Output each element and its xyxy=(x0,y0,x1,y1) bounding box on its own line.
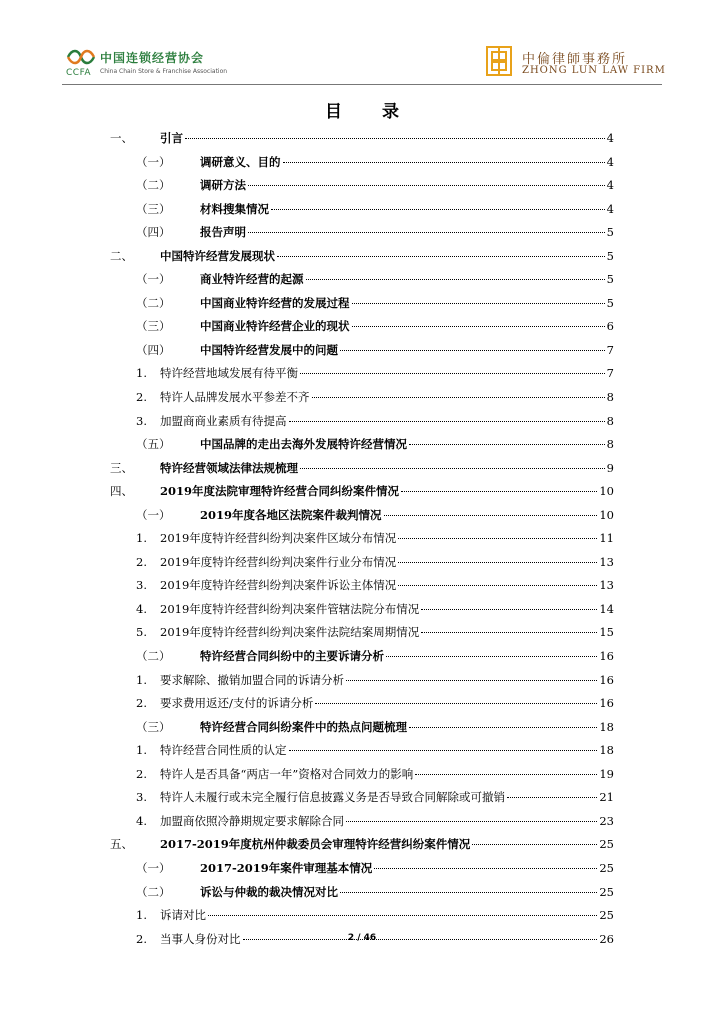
toc-entry-line xyxy=(160,386,614,410)
toc-entry-line xyxy=(160,669,614,693)
toc-dot-leader xyxy=(185,137,605,139)
toc-entry-number: 2. xyxy=(136,390,147,405)
toc-entry-title: 诉请对比 xyxy=(160,908,206,923)
toc-entry-number: （四） xyxy=(136,342,171,357)
toc-entry-number: （一） xyxy=(136,507,171,522)
toc-entry-line xyxy=(200,645,614,669)
toc-entry-title: 中国特许经营发展现状 xyxy=(160,248,275,263)
toc-entry-number: 3. xyxy=(136,578,147,593)
toc-entry-number: （一） xyxy=(136,272,171,287)
toc-entry-number: （二） xyxy=(136,295,171,310)
toc-dot-leader xyxy=(306,278,605,280)
toc-dot-leader xyxy=(409,726,597,728)
toc-entry-number: （三） xyxy=(136,319,171,334)
toc-entry-line xyxy=(160,692,614,716)
toc-entry-title: 报告声明 xyxy=(200,225,246,240)
toc-entry-line xyxy=(200,151,614,175)
ccfa-name-cn: 中国连锁经营协会 xyxy=(100,51,205,65)
toc-entry-page: 4 xyxy=(606,201,614,216)
toc-entry[interactable] xyxy=(110,433,614,457)
toc-entry[interactable] xyxy=(110,174,614,198)
toc-entry[interactable] xyxy=(110,881,614,905)
toc-entry-title: 加盟商商业素质有待提高 xyxy=(160,413,287,428)
toc-entry[interactable] xyxy=(110,833,614,857)
toc-entry[interactable] xyxy=(110,410,614,434)
toc-entry-number: 2. xyxy=(136,766,147,781)
toc-entry-page: 19 xyxy=(599,766,614,781)
toc-entry-page: 18 xyxy=(599,719,614,734)
toc-dot-leader xyxy=(277,255,605,257)
toc-dot-leader xyxy=(415,773,597,775)
toc-entry[interactable] xyxy=(110,127,614,151)
toc-entry-number: 1. xyxy=(136,672,147,687)
toc-dot-leader xyxy=(346,679,597,681)
toc-entry-number: 3. xyxy=(136,790,147,805)
toc-entry-page: 25 xyxy=(599,837,614,852)
toc-entry-title: 2017-2019年案件审理基本情况 xyxy=(200,860,373,875)
toc-dot-leader xyxy=(398,584,597,586)
toc-entry[interactable] xyxy=(110,198,614,222)
toc-entry-title: 加盟商依照冷静期规定要求解除合同 xyxy=(160,813,344,828)
toc-entry-line xyxy=(160,739,614,763)
toc-entry-number: 2. xyxy=(136,696,147,711)
toc-entry-line xyxy=(160,833,614,857)
toc-dot-leader xyxy=(283,161,605,163)
toc-entry-title: 引言 xyxy=(160,131,183,145)
toc-entry[interactable] xyxy=(110,362,614,386)
toc-entry-title: 特许经营合同性质的认定 xyxy=(160,743,287,758)
toc-entry-title: 特许经营合同纠纷中的主要诉请分析 xyxy=(200,649,384,664)
toc-entry-number: 4. xyxy=(136,601,147,616)
toc-entry[interactable] xyxy=(110,551,614,575)
toc-entry-number: （三） xyxy=(136,201,171,216)
toc-dot-leader xyxy=(346,820,597,822)
toc-dot-leader xyxy=(409,443,605,445)
toc-entry-title: 中国商业特许经营的发展过程 xyxy=(200,295,350,310)
zhonglun-name-cn: 中倫律師事務所 xyxy=(522,52,628,67)
page-header xyxy=(0,0,724,90)
toc-entry[interactable] xyxy=(110,221,614,245)
toc-entry-line xyxy=(200,292,614,316)
toc-entry-title: 调研意义、目的 xyxy=(200,154,281,169)
toc-dot-leader xyxy=(300,467,605,469)
toc-dot-leader xyxy=(374,867,597,869)
toc-entry-line xyxy=(160,621,614,645)
toc-title: 目录 xyxy=(325,102,439,122)
toc-entry-number: （一） xyxy=(136,860,171,875)
table-of-contents xyxy=(110,127,614,951)
toc-entry-title: 材料搜集情况 xyxy=(200,201,269,216)
toc-entry-page: 7 xyxy=(606,366,614,381)
toc-entry-number: （三） xyxy=(136,719,171,734)
toc-entry-number: （二） xyxy=(136,884,171,899)
toc-entry-page: 16 xyxy=(599,649,614,664)
toc-entry-number: （五） xyxy=(136,437,171,452)
toc-entry-number: （二） xyxy=(136,649,171,664)
ccfa-logo xyxy=(66,46,246,80)
toc-entry[interactable] xyxy=(110,786,614,810)
toc-entry-line xyxy=(160,457,614,481)
toc-entry[interactable] xyxy=(110,457,614,481)
toc-entry-page: 8 xyxy=(606,390,614,405)
toc-entry[interactable] xyxy=(110,669,614,693)
toc-entry-page: 21 xyxy=(599,790,614,805)
toc-dot-leader xyxy=(312,396,605,398)
toc-entry-page: 5 xyxy=(606,248,614,263)
toc-dot-leader xyxy=(398,561,597,563)
toc-entry-line xyxy=(160,904,614,928)
toc-entry-title: 中国特许经营发展中的问题 xyxy=(200,342,338,357)
toc-entry-number: 1. xyxy=(136,366,147,381)
toc-entry-line xyxy=(160,810,614,834)
toc-entry-page: 25 xyxy=(599,908,614,923)
toc-entry-line xyxy=(160,480,614,504)
toc-entry-page: 16 xyxy=(599,696,614,711)
toc-entry-title: 2019年度特许经营纠纷判决案件管辖法院分布情况 xyxy=(160,601,420,616)
toc-entry[interactable] xyxy=(110,810,614,834)
toc-entry[interactable] xyxy=(110,386,614,410)
ccfa-emblem-icon xyxy=(66,46,96,68)
toc-entry[interactable] xyxy=(110,480,614,504)
toc-entry-number: 四、 xyxy=(110,484,133,499)
toc-entry-number: 二、 xyxy=(110,248,133,263)
toc-entry[interactable] xyxy=(110,692,614,716)
toc-entry-line xyxy=(200,857,614,881)
toc-dot-leader xyxy=(340,891,597,893)
toc-entry[interactable] xyxy=(110,598,614,622)
toc-entry-title: 特许经营合同纠纷案件中的热点问题梳理 xyxy=(200,719,407,734)
toc-dot-leader xyxy=(386,655,597,657)
toc-entry-page: 5 xyxy=(606,225,614,240)
toc-entry-page: 4 xyxy=(606,178,614,193)
toc-dot-leader xyxy=(401,490,597,492)
toc-entry[interactable] xyxy=(110,151,614,175)
toc-entry[interactable] xyxy=(110,621,614,645)
toc-dot-leader xyxy=(352,325,605,327)
toc-entry-title: 2019年度特许经营纠纷判决案件区域分布情况 xyxy=(160,531,397,546)
toc-entry-line xyxy=(160,574,614,598)
toc-entry-title: 2019年度特许经营纠纷判决案件行业分布情况 xyxy=(160,554,397,569)
toc-entry-title: 2019年度法院审理特许经营合同纠纷案件情况 xyxy=(160,484,400,499)
toc-entry-page: 8 xyxy=(606,437,614,452)
toc-entry[interactable] xyxy=(110,763,614,787)
toc-entry-number: 1. xyxy=(136,531,147,546)
toc-dot-leader xyxy=(248,184,605,186)
toc-entry[interactable] xyxy=(110,504,614,528)
toc-entry-line xyxy=(200,433,614,457)
toc-entry-line xyxy=(200,268,614,292)
toc-entry-title: 要求费用返还/支付的诉请分析 xyxy=(160,696,314,711)
toc-entry-number: （二） xyxy=(136,178,171,193)
toc-entry-title: 诉讼与仲裁的裁决情况对比 xyxy=(200,884,338,899)
toc-entry-line xyxy=(200,716,614,740)
toc-entry-number: 4. xyxy=(136,813,147,828)
toc-entry-line xyxy=(160,410,614,434)
ccfa-abbreviation: CCFA xyxy=(66,68,92,78)
toc-entry-page: 13 xyxy=(599,554,614,569)
toc-entry-number: 1. xyxy=(136,743,147,758)
toc-entry-page: 7 xyxy=(606,342,614,357)
toc-entry-title: 特许经营领域法律法规梳理 xyxy=(160,460,298,475)
toc-entry[interactable] xyxy=(110,527,614,551)
toc-entry-number: （一） xyxy=(136,154,171,169)
toc-dot-leader xyxy=(315,702,597,704)
toc-entry-title: 中国商业特许经营企业的现状 xyxy=(200,319,350,334)
toc-entry-page: 5 xyxy=(606,272,614,287)
toc-entry-number: 3. xyxy=(136,413,147,428)
toc-entry-page: 4 xyxy=(606,154,614,169)
toc-entry-number: 2. xyxy=(136,554,147,569)
toc-dot-leader xyxy=(289,749,598,751)
page-number: 2 / 46 xyxy=(347,933,377,943)
toc-entry[interactable] xyxy=(110,339,614,363)
toc-entry-line xyxy=(160,362,614,386)
toc-entry[interactable] xyxy=(110,645,614,669)
toc-dot-leader xyxy=(421,608,597,610)
toc-entry[interactable] xyxy=(110,574,614,598)
toc-entry-line xyxy=(160,598,614,622)
toc-dot-leader xyxy=(271,208,605,210)
toc-dot-leader xyxy=(507,796,597,798)
toc-entry-line xyxy=(200,881,614,905)
toc-entry-page: 6 xyxy=(606,319,614,334)
toc-entry-line xyxy=(160,763,614,787)
toc-dot-leader xyxy=(289,420,605,422)
toc-entry-line xyxy=(200,339,614,363)
toc-entry-line xyxy=(160,786,614,810)
toc-entry-page: 15 xyxy=(599,625,614,640)
toc-entry[interactable] xyxy=(110,245,614,269)
toc-entry-title: 2019年度特许经营纠纷判决案件诉讼主体情况 xyxy=(160,578,397,593)
toc-entry-page: 8 xyxy=(606,413,614,428)
toc-entry-page: 10 xyxy=(599,484,614,499)
toc-entry-page: 23 xyxy=(599,813,614,828)
toc-entry-title: 2019年度特许经营纠纷判决案件法院结案周期情况 xyxy=(160,625,420,640)
zhonglun-emblem-icon xyxy=(486,46,512,76)
toc-dot-leader xyxy=(384,514,598,516)
toc-dot-leader xyxy=(421,631,597,633)
toc-entry[interactable] xyxy=(110,716,614,740)
toc-entry-number: （四） xyxy=(136,225,171,240)
toc-dot-leader xyxy=(398,537,597,539)
toc-entry-title: 当事人身份对比 xyxy=(160,931,241,946)
toc-entry-title: 特许人未履行或未完全履行信息披露义务是否导致合同解除或可撤销 xyxy=(160,790,505,805)
toc-entry-line xyxy=(200,221,614,245)
toc-entry-number: 2. xyxy=(136,931,147,946)
toc-entry-line xyxy=(200,198,614,222)
toc-entry-line xyxy=(200,315,614,339)
toc-entry-title: 调研方法 xyxy=(200,178,246,193)
toc-dot-leader xyxy=(472,843,597,845)
toc-entry-page: 26 xyxy=(599,931,614,946)
toc-dot-leader xyxy=(248,231,605,233)
toc-entry-number: 五、 xyxy=(110,837,133,852)
toc-entry[interactable] xyxy=(110,904,614,928)
toc-entry-title: 特许经营地域发展有待平衡 xyxy=(160,366,298,381)
toc-entry-title: 特许人品牌发展水平参差不齐 xyxy=(160,390,310,405)
header-divider xyxy=(62,84,662,85)
toc-entry-number: 一、 xyxy=(110,131,133,145)
zhonglun-name-en: ZHONG LUN LAW FIRM xyxy=(522,65,666,76)
toc-entry-page: 9 xyxy=(606,460,614,475)
toc-entry-page: 25 xyxy=(599,884,614,899)
toc-dot-leader xyxy=(208,914,597,916)
toc-entry[interactable] xyxy=(110,268,614,292)
toc-entry-line xyxy=(160,127,614,151)
toc-entry-page: 25 xyxy=(599,860,614,875)
toc-entry-number: 5. xyxy=(136,625,147,640)
toc-entry-line xyxy=(160,551,614,575)
toc-entry-line xyxy=(160,527,614,551)
toc-dot-leader xyxy=(352,302,605,304)
toc-entry-title: 2017-2019年度杭州仲裁委员会审理特许经营纠纷案件情况 xyxy=(160,837,471,852)
toc-entry-title: 商业特许经营的起源 xyxy=(200,272,304,287)
toc-entry-page: 13 xyxy=(599,578,614,593)
toc-entry-page: 4 xyxy=(606,131,614,145)
toc-entry-number: 三、 xyxy=(110,460,133,475)
toc-entry-line xyxy=(160,245,614,269)
toc-dot-leader xyxy=(340,349,605,351)
ccfa-name-en: China Chain Store & Franchise Association xyxy=(100,68,228,75)
toc-entry-title: 特许人是否具备“两店一年”资格对合同效力的影响 xyxy=(160,766,414,781)
toc-entry-title: 中国品牌的走出去海外发展特许经营情况 xyxy=(200,437,407,452)
toc-entry-title: 2019年度各地区法院案件裁判情况 xyxy=(200,507,382,522)
toc-entry[interactable] xyxy=(110,292,614,316)
toc-entry-page: 14 xyxy=(599,601,614,616)
toc-entry-page: 5 xyxy=(606,295,614,310)
toc-entry-page: 16 xyxy=(599,672,614,687)
toc-entry-page: 10 xyxy=(599,507,614,522)
toc-entry-line xyxy=(200,504,614,528)
toc-entry-line xyxy=(200,174,614,198)
toc-entry-page: 11 xyxy=(599,531,614,546)
toc-dot-leader xyxy=(300,372,605,374)
toc-entry[interactable] xyxy=(110,739,614,763)
toc-entry-page: 18 xyxy=(599,743,614,758)
toc-entry-title: 要求解除、撤销加盟合同的诉请分析 xyxy=(160,672,344,687)
toc-entry[interactable] xyxy=(110,315,614,339)
zhonglun-logo xyxy=(486,46,666,80)
toc-entry[interactable] xyxy=(110,857,614,881)
toc-entry-number: 1. xyxy=(136,908,147,923)
